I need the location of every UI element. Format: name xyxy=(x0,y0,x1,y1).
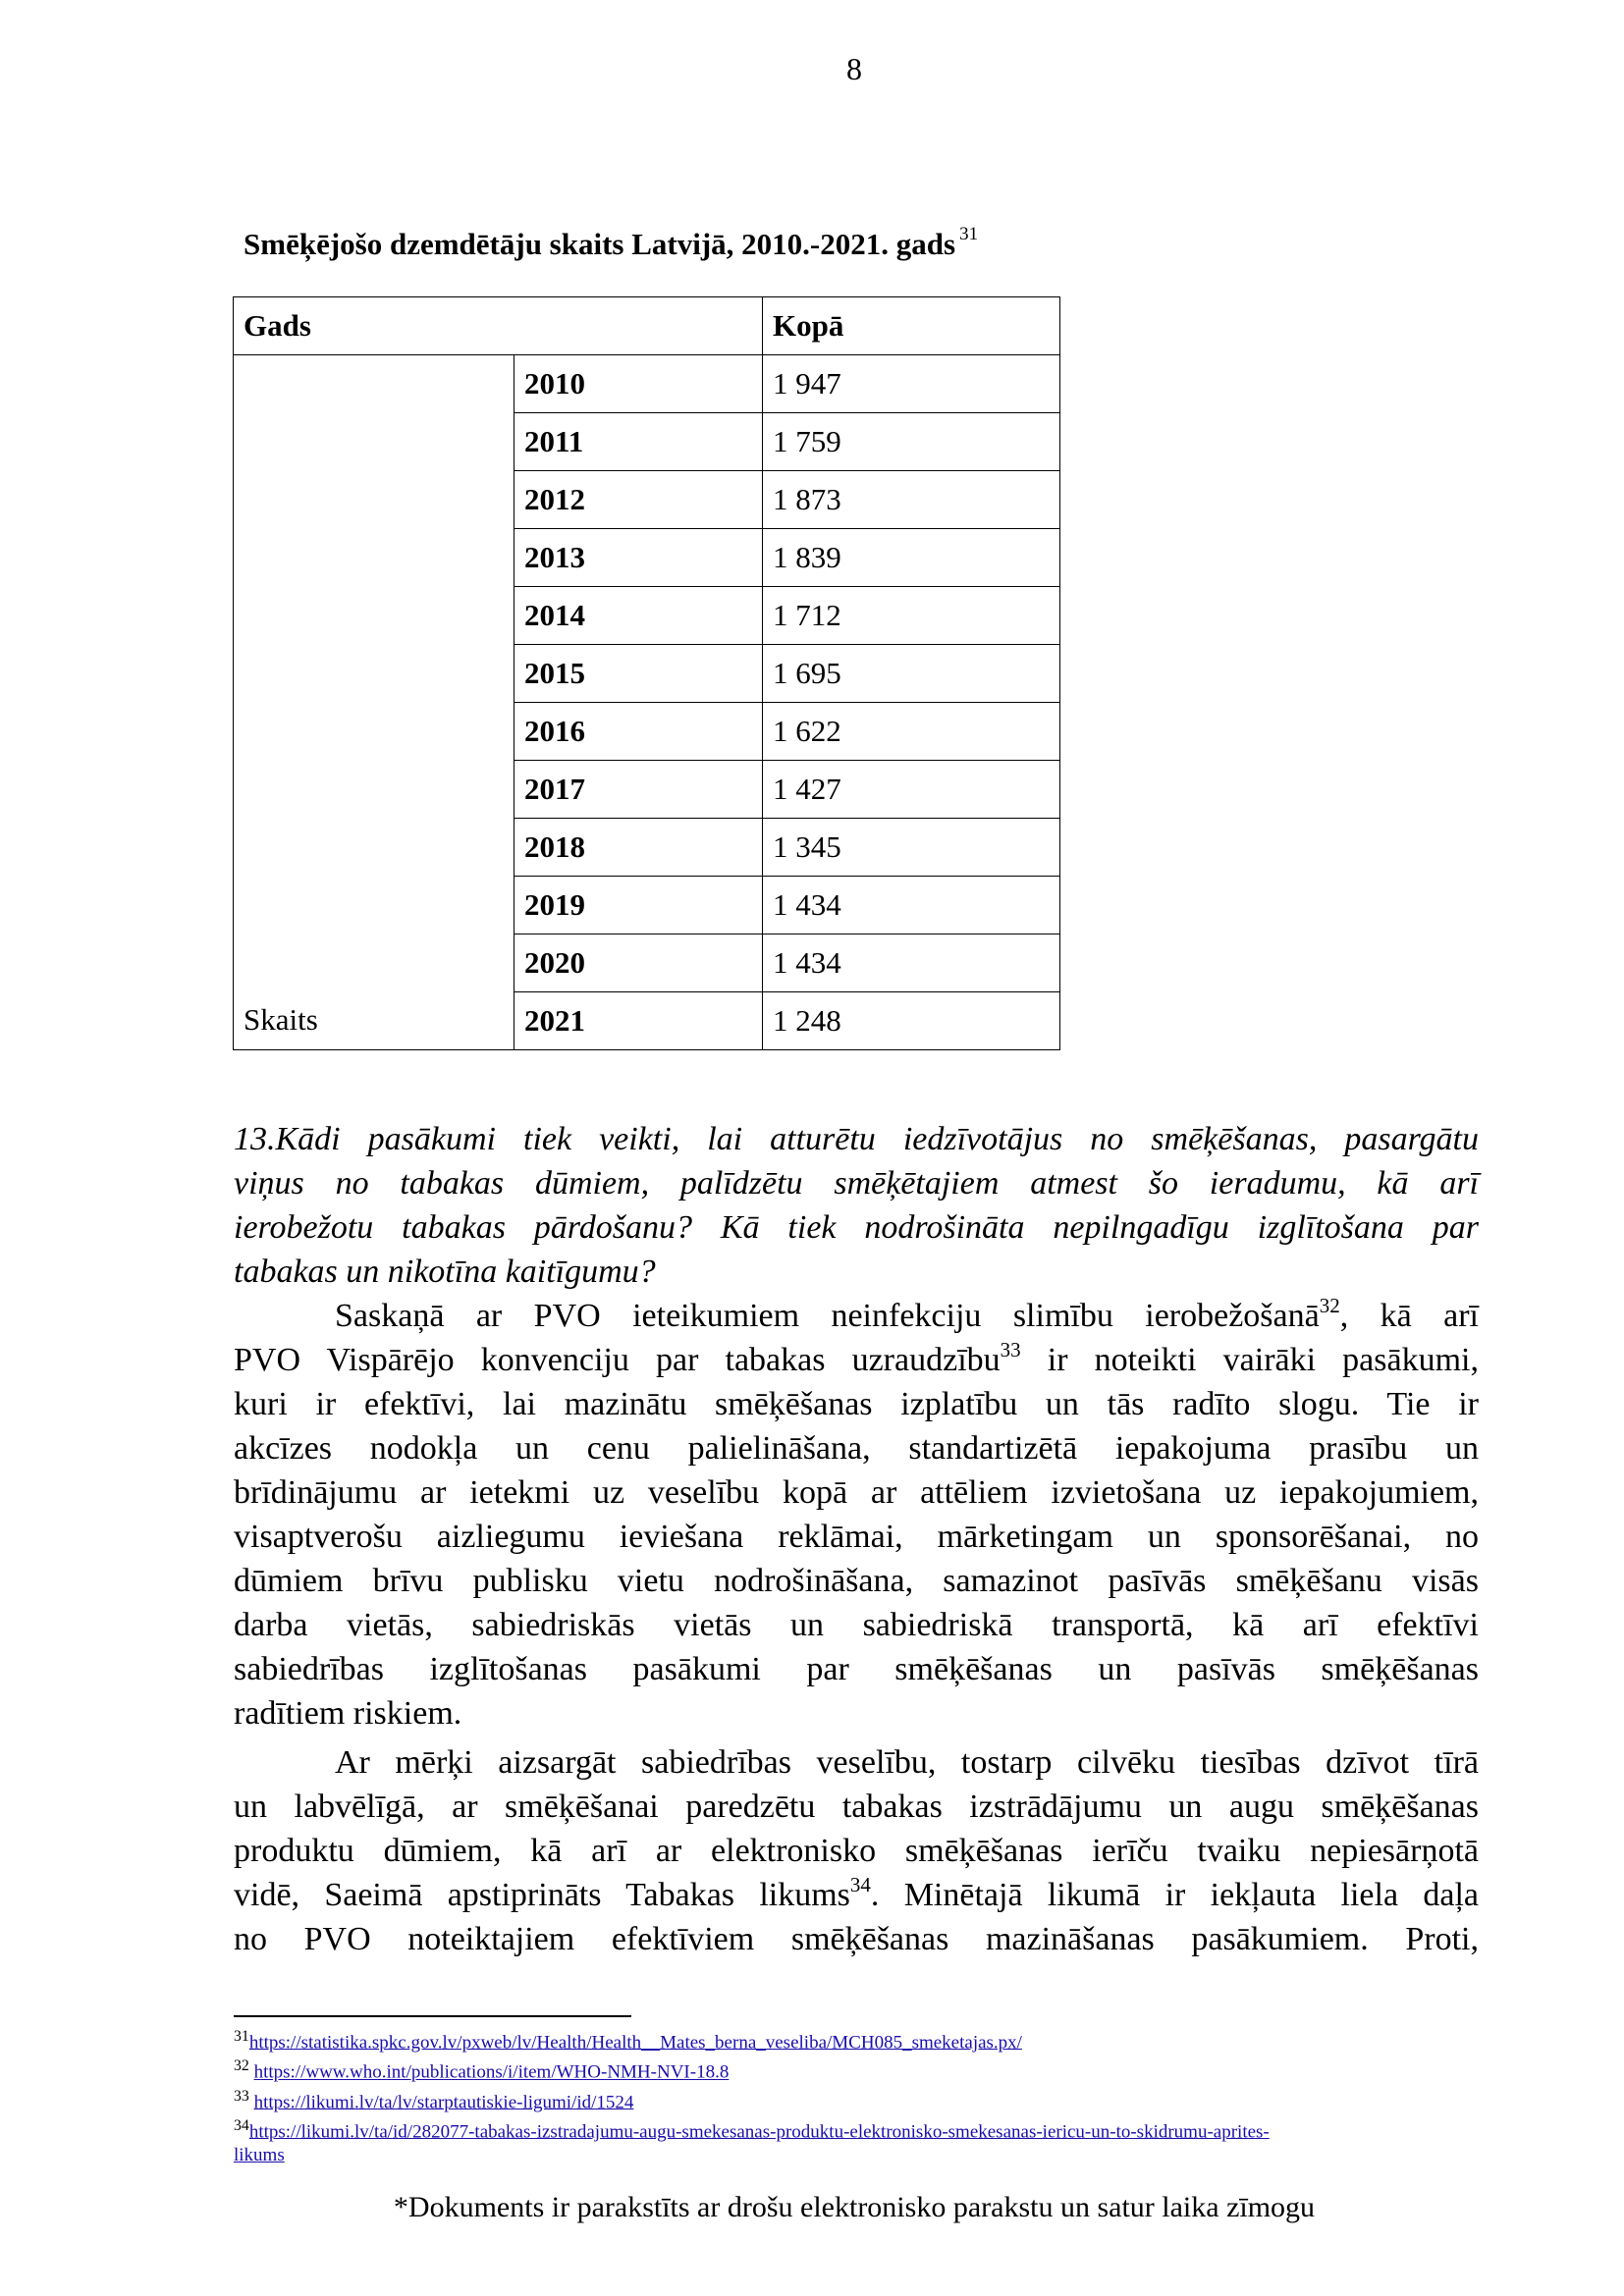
footnote-number: 34 xyxy=(234,2116,249,2134)
question-line: 13.Kādi pasākumi tiek veikti, lai atturētu iedzīvotājus no smēķēšanas, pasargātu xyxy=(234,1121,1479,1157)
value-cell: 1 873 xyxy=(763,471,1060,529)
value-cell: 1 839 xyxy=(763,529,1060,587)
value-cell: 1 622 xyxy=(763,703,1060,761)
signature-footer: *Dokuments ir parakstīts ar drošu elektronisko parakstu un satur laika zīmogu xyxy=(393,2191,1316,2223)
year-cell: 2013 xyxy=(514,529,763,587)
footnote-ref-33: 33 xyxy=(1000,1338,1021,1362)
text-run: , kā arī xyxy=(1339,1298,1480,1334)
paragraph-line: un labvēlīgā, ar smēķēšanai paredzētu tabakas izstrādājumu un augu smēķēšanas xyxy=(234,1789,1479,1825)
value-cell: 1 759 xyxy=(763,413,1060,471)
footnote-separator xyxy=(234,2015,631,2017)
value-cell: 1 434 xyxy=(763,934,1060,992)
footnote-34 xyxy=(234,2114,1510,2144)
year-cell: 2021 xyxy=(514,992,763,1050)
value-cell: 1 248 xyxy=(763,992,1060,1050)
year-cell: 2011 xyxy=(514,413,763,471)
question-line: ierobežotu tabakas pārdošanu? Kā tiek nodrošināta nepilngadīgu izglītošana par xyxy=(234,1209,1479,1246)
paragraph-line: dūmiem brīvu publisku vietu nodrošināšana, samazinot pasīvās smēķēšanu visās xyxy=(234,1563,1479,1599)
text-run: PVO Vispārējo konvenciju par tabakas uzraudzību xyxy=(234,1342,1001,1378)
page-number: 8 xyxy=(846,51,862,86)
value-cell: 1 947 xyxy=(763,355,1060,413)
footnote-link[interactable]: https://likumi.lv/ta/id/282077-tabakas-izstradajumu-augu-smekesanas-produktu-elektronisko-smekesanas-iericu-un-to-skidrumu-aprites- xyxy=(248,2121,1270,2143)
table-title xyxy=(244,224,978,262)
footnote-number: 31 xyxy=(234,2028,249,2045)
smokers-table xyxy=(233,296,1060,1050)
value-cell: 1 712 xyxy=(763,587,1060,645)
paragraph-line: Ar mērķi aizsargāt sabiedrības veselību, tostarp cilvēku tiesības dzīvot tīrā xyxy=(335,1744,1479,1781)
row-label-skaits: Skaits xyxy=(234,355,514,1050)
text-run: vidē, Saeimā apstiprināts Tabakas likums xyxy=(234,1877,850,1913)
year-cell: 2019 xyxy=(514,877,763,934)
text-run: ir noteikti vairāki pasākumi, xyxy=(1020,1342,1479,1378)
footnote-link[interactable]: https://likumi.lv/ta/lv/starptautiskie-ligumi/id/1524 xyxy=(253,2091,634,2112)
question-line: tabakas un nikotīna kaitīgumu? xyxy=(234,1254,656,1290)
year-cell: 2015 xyxy=(514,645,763,703)
paragraph-1 xyxy=(234,1294,1479,1735)
paragraph-line: no PVO noteiktajiem efektīviem smēķēšanas mazināšanas pasākumiem. Proti, xyxy=(234,1921,1479,1957)
footnote-31 xyxy=(234,2025,1510,2055)
paragraph-2 xyxy=(234,1740,1479,1961)
question-block xyxy=(234,1117,1479,1294)
footnote-ref-34: 34 xyxy=(849,1873,871,1896)
year-cell: 2012 xyxy=(514,471,763,529)
text-run: . Minētajā likumā ir iekļauta liela daļa xyxy=(870,1877,1479,1913)
value-cell: 1 434 xyxy=(763,877,1060,934)
year-cell: 2020 xyxy=(514,934,763,992)
footnote-ref-32: 32 xyxy=(1319,1294,1340,1317)
year-cell: 2018 xyxy=(514,819,763,877)
text-run: Saskaņā ar PVO ieteikumiem neinfekciju slimību ierobežošanā xyxy=(335,1298,1320,1334)
header-gads: Gads xyxy=(234,297,763,355)
footnote-link[interactable]: https://www.who.int/publications/i/item/WHO-NMH-NVI-18.8 xyxy=(253,2061,730,2083)
value-cell: 1 345 xyxy=(763,819,1060,877)
footnotes xyxy=(234,2025,1510,2167)
paragraph-line: brīdinājumu ar ietekmi uz veselību kopā ar attēliem izvietošana uz iepakojumiem, xyxy=(234,1474,1479,1511)
year-cell: 2017 xyxy=(514,761,763,819)
year-cell: 2010 xyxy=(514,355,763,413)
footnote-ref-31: 31 xyxy=(959,224,979,244)
paragraph-line: akcīzes nodokļa un cenu palielināšana, standartizētā iepakojuma prasību un xyxy=(234,1430,1479,1467)
paragraph-line xyxy=(234,1873,1479,1917)
footnote-link[interactable]: likums xyxy=(234,2145,285,2166)
footnote-32 xyxy=(234,2055,1510,2084)
footnote-33 xyxy=(234,2085,1510,2114)
table-header-row xyxy=(234,297,1060,355)
paragraph-line: sabiedrības izglītošanas pasākumi par smēķēšanas un pasīvās smēķēšanas xyxy=(234,1651,1479,1687)
paragraph-line: kuri ir efektīvi, lai mazinātu smēķēšanas izplatību un tās radīto slogu. Tie ir xyxy=(234,1386,1479,1422)
question-line: viņus no tabakas dūmiem, palīdzētu smēķētajiem atmest šo ieradumu, kā arī xyxy=(234,1165,1479,1201)
value-cell: 1 695 xyxy=(763,645,1060,703)
year-cell: 2014 xyxy=(514,587,763,645)
paragraph-line: visaptverošu aizliegumu ieviešana reklāmai, mārketingam un sponsorēšanai, no xyxy=(234,1519,1479,1555)
paragraph-line: produktu dūmiem, kā arī ar elektronisko smēķēšanas ierīču tvaiku nepiesārņotā xyxy=(234,1833,1479,1869)
table-row xyxy=(234,355,1060,413)
value-cell: 1 427 xyxy=(763,761,1060,819)
paragraph-line: darba vietās, sabiedriskās vietās un sabiedriskā transportā, kā arī efektīvi xyxy=(234,1607,1479,1643)
paragraph-line: radītiem riskiem. xyxy=(234,1695,462,1732)
year-cell: 2016 xyxy=(514,703,763,761)
footnote-number: 32 xyxy=(234,2057,249,2075)
paragraph-line xyxy=(234,1294,1479,1338)
header-kopa: Kopā xyxy=(763,297,1060,355)
table-title-text: Smēķējošo dzemdētāju skaits Latvijā, 2010.-2021. gads xyxy=(244,227,956,261)
paragraph-line xyxy=(234,1338,1479,1382)
table-body xyxy=(234,297,1060,1050)
footnote-link[interactable]: https://statistika.spkc.gov.lv/pxweb/lv/Health/Health__Mates_berna_veseliba/MCH085_smeketajas.px/ xyxy=(248,2032,1022,2054)
footnote-34-continuation xyxy=(234,2144,1510,2167)
footnote-number: 33 xyxy=(234,2087,249,2105)
